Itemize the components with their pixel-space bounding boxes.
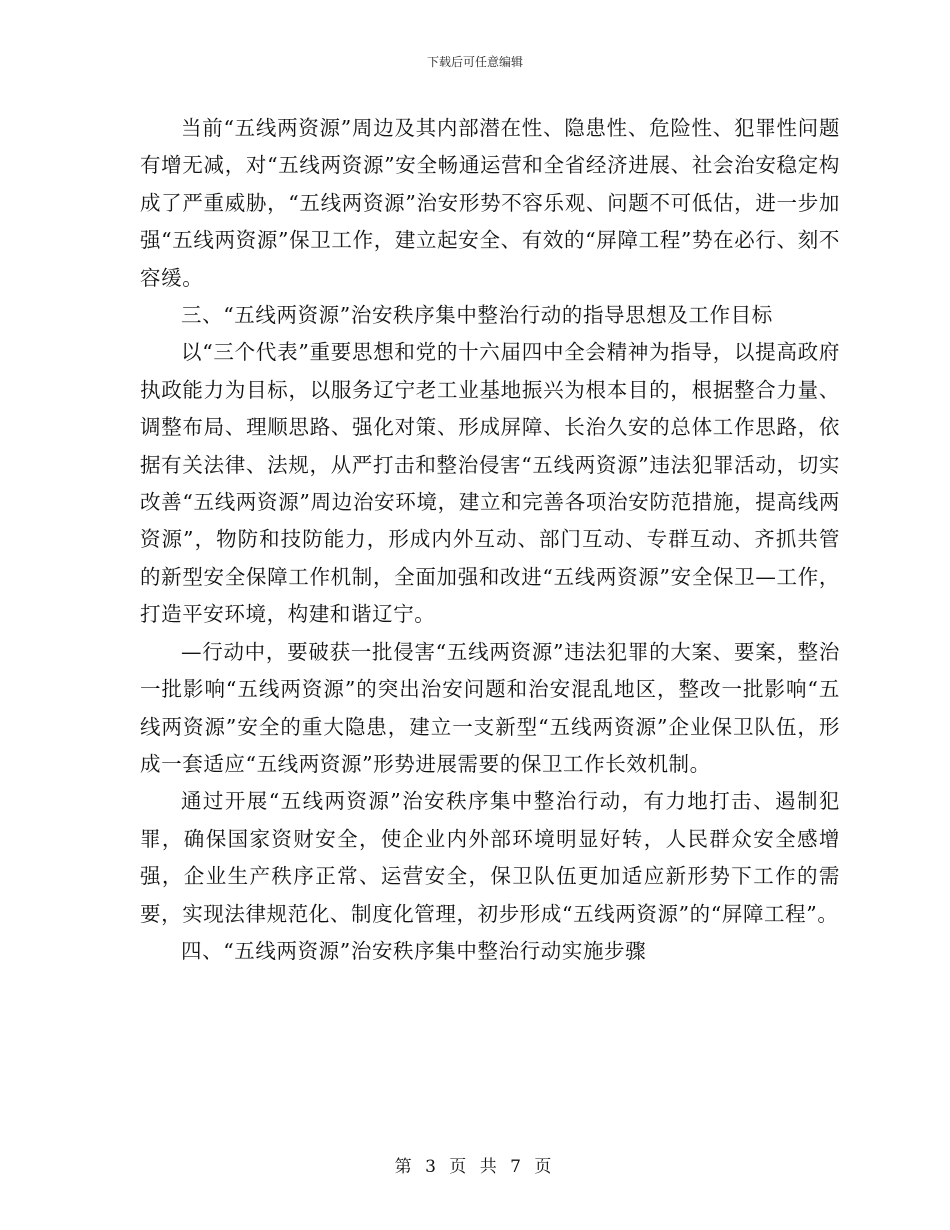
paragraph-action-goals: —行动中，要破获一批侵害“五线两资源”违法犯罪的大案、要案，整治一批影响“五线两资源”的突出治安问题和治安混乱地区，整改一批影响“五线两资源”安全的重大隐患，建立一支新型“五线两资源”企业保卫队伍，形成一套适应“五线两资源”形势进展需要的保卫工作长效机制。 <box>140 639 840 776</box>
page-header-note: 下载后可任意编辑 <box>426 55 523 69</box>
section-heading-3: 三、“五线两资源”治安秩序集中整治行动的指导思想及工作目标 <box>181 303 773 328</box>
paragraph-guiding-ideology: 以“三个代表”重要思想和党的十六届四中全会精神为指导，以提高政府执政能力为目标，以服务辽宁老工业基地振兴为根本目的，根据整合力量、调整布局、理顺思路、强化对策、形成屏障、长治久安的总体工作思路，依据有关法律、法规，从严打击和整治侵害“五线两资源”违法犯罪活动，切实改善“五线两资源”周边治安环境，建立和完善各项治安防范措施，提高线两资源”，物防和技防能力，形成内外互动、部门互动、专群互动、齐抓共管的新型安全保障工作机制，全面加强和改进“五线两资源”安全保卫—工作，打造平安环境，构建和谐辽宁。 <box>140 340 840 627</box>
paragraph-current-situation: 当前“五线两资源”周边及其内部潜在性、隐患性、危险性、犯罪性问题有增无减，对“五线两资源”安全畅通运营和全省经济进展、社会治安稳定构成了严重威胁，“五线两资源”治安形势不容乐观、问题不可低估，进一步加强“五线两资源”保卫工作，建立起安全、有效的“屏障工程”势在必行、刻不容缓。 <box>140 116 840 290</box>
document-body <box>140 110 840 970</box>
page-number-footer: 第 3 页 共 7 页 <box>394 1157 556 1177</box>
section-heading-4: 四、“五线两资源”治安秩序集中整治行动实施步骤 <box>181 938 647 963</box>
paragraph-expected-results: 通过开展“五线两资源”治安秩序集中整治行动，有力地打击、遏制犯罪，确保国家资财安全，使企业内外部环境明显好转，人民群众安全感增强，企业生产秩序正常、运营安全，保卫队伍更加适应新形势下工作的需要，实现法律规范化、制度化管理，初步形成“五线两资源”的“屏障工程”。 <box>140 789 840 926</box>
